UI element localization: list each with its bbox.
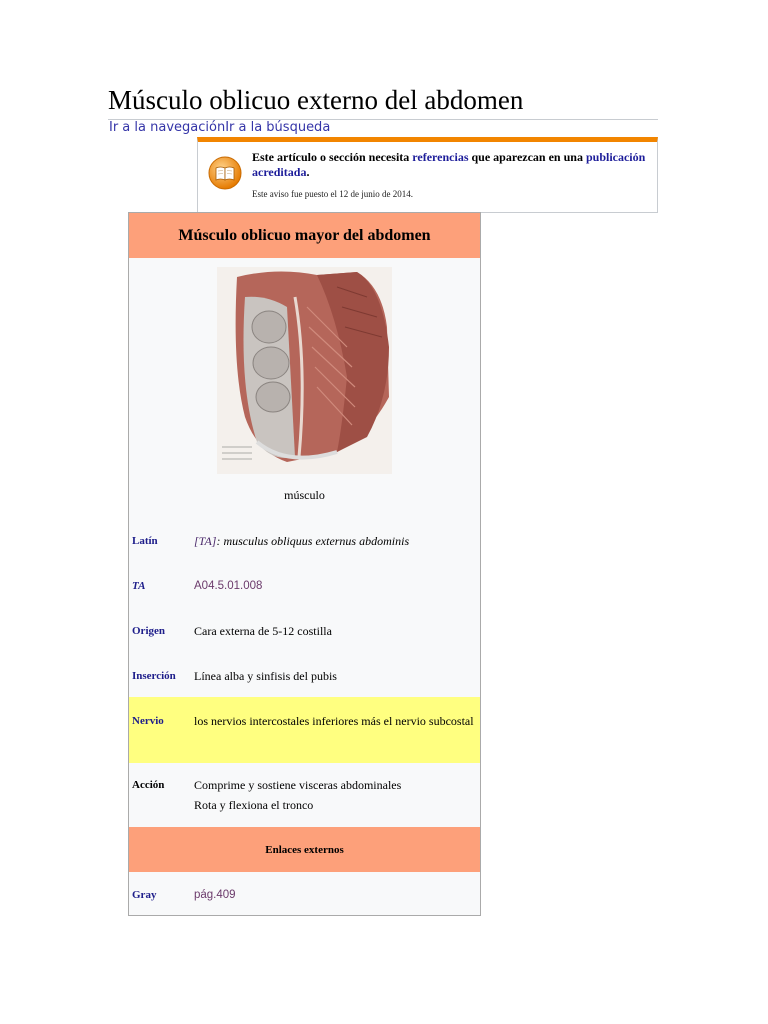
- value-insertion: Línea alba y sinfisis del pubis: [194, 669, 337, 683]
- page-title: Músculo oblicuo externo del abdomen: [108, 84, 658, 120]
- abdominal-muscle-illustration[interactable]: [217, 267, 392, 474]
- label-ta: TA: [132, 580, 146, 592]
- notice-message: Este artículo o sección necesita referencias que aparezcan en una publicación acreditada.: [252, 150, 646, 179]
- label-insertion: Inserción: [132, 670, 176, 682]
- book-icon: [208, 156, 242, 190]
- external-links-header: Enlaces externos: [129, 827, 480, 872]
- value-origin: Cara externa de 5-12 costilla: [194, 624, 332, 638]
- label-action: Acción: [132, 779, 165, 791]
- value-gray-link[interactable]: pág.409: [194, 889, 236, 901]
- jump-to-navigation-link[interactable]: Ir a la navegación: [109, 120, 226, 135]
- infobox-title: Músculo oblicuo mayor del abdomen: [129, 213, 480, 258]
- value-ta-link[interactable]: A04.5.01.008: [194, 580, 263, 592]
- accredited-publication-link[interactable]: publicación acreditada: [252, 150, 646, 179]
- value-nerve: los nervios intercostales inferiores más el nervio subcostal: [194, 714, 474, 728]
- infobox: [128, 212, 481, 916]
- ta-link[interactable]: [TA]: [194, 534, 217, 548]
- label-latin: Latín: [132, 535, 158, 547]
- value-latin: [TA]: musculus obliquus externus abdominis: [194, 534, 410, 548]
- value-action: Comprime y sostiene visceras abdominales Rota y flexiona el tronco: [194, 778, 402, 812]
- references-link[interactable]: referencias: [412, 150, 469, 164]
- label-origin: Origen: [132, 625, 165, 637]
- jump-links: [109, 120, 330, 135]
- label-nerve: Nervio: [132, 715, 164, 727]
- notice-date: Este aviso fue puesto el 12 de junio de 2014.: [252, 189, 413, 199]
- references-notice: [197, 137, 658, 213]
- image-caption: músculo: [284, 488, 325, 502]
- label-gray: Gray: [132, 889, 157, 901]
- jump-to-search-link[interactable]: Ir a la búsqueda: [225, 120, 331, 135]
